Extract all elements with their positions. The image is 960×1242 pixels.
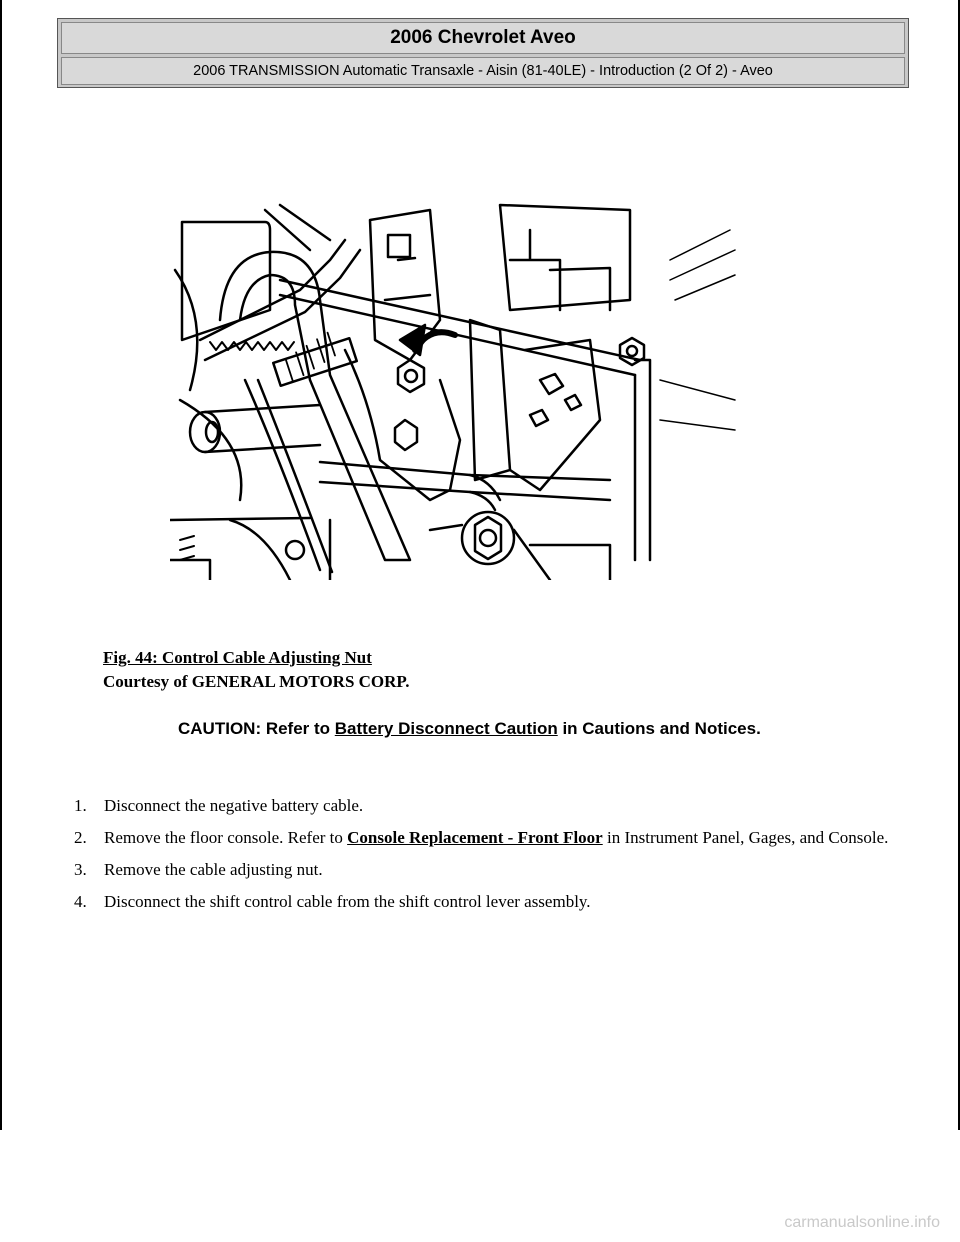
caution-note bbox=[178, 719, 761, 739]
step-text: Disconnect the shift control cable from the shift control lever assembly. bbox=[104, 892, 591, 911]
step-text-after: in Instrument Panel, Gages, and Console. bbox=[602, 828, 889, 847]
watermark: carmanualsonline.info bbox=[784, 1214, 940, 1231]
figure-caption[interactable]: Fig. 44: Control Cable Adjusting Nut bbox=[103, 648, 372, 667]
step-text bbox=[104, 827, 914, 849]
step-text-before: Remove the floor console. Refer to bbox=[104, 828, 348, 847]
control-cable-illustration bbox=[170, 200, 740, 580]
figure-courtesy: Courtesy of GENERAL MOTORS CORP. bbox=[103, 672, 410, 691]
step-number: 2. bbox=[74, 828, 87, 847]
step-number: 4. bbox=[74, 892, 87, 911]
list-item bbox=[74, 795, 914, 817]
page-border-left bbox=[0, 0, 2, 1130]
header-title: 2006 Chevrolet Aveo bbox=[61, 22, 905, 54]
step-text: Disconnect the negative battery cable. bbox=[104, 796, 364, 815]
list-item bbox=[74, 827, 914, 849]
procedure-steps bbox=[74, 795, 914, 923]
header-subtitle: 2006 TRANSMISSION Automatic Transaxle - Aisin (81-40LE) - Introduction (2 Of 2) - Aveo bbox=[61, 57, 905, 85]
battery-disconnect-caution-link[interactable]: Battery Disconnect Caution bbox=[334, 719, 558, 738]
step-number: 1. bbox=[74, 796, 87, 815]
document-header bbox=[57, 18, 909, 88]
step-number: 3. bbox=[74, 860, 87, 879]
console-replacement-link[interactable]: Console Replacement - Front Floor bbox=[347, 828, 603, 847]
step-text: Remove the cable adjusting nut. bbox=[104, 860, 323, 879]
caution-prefix: CAUTION: Refer to bbox=[178, 719, 335, 738]
list-item bbox=[74, 891, 914, 913]
list-item bbox=[74, 859, 914, 881]
caution-suffix: in Cautions and Notices. bbox=[557, 719, 761, 738]
